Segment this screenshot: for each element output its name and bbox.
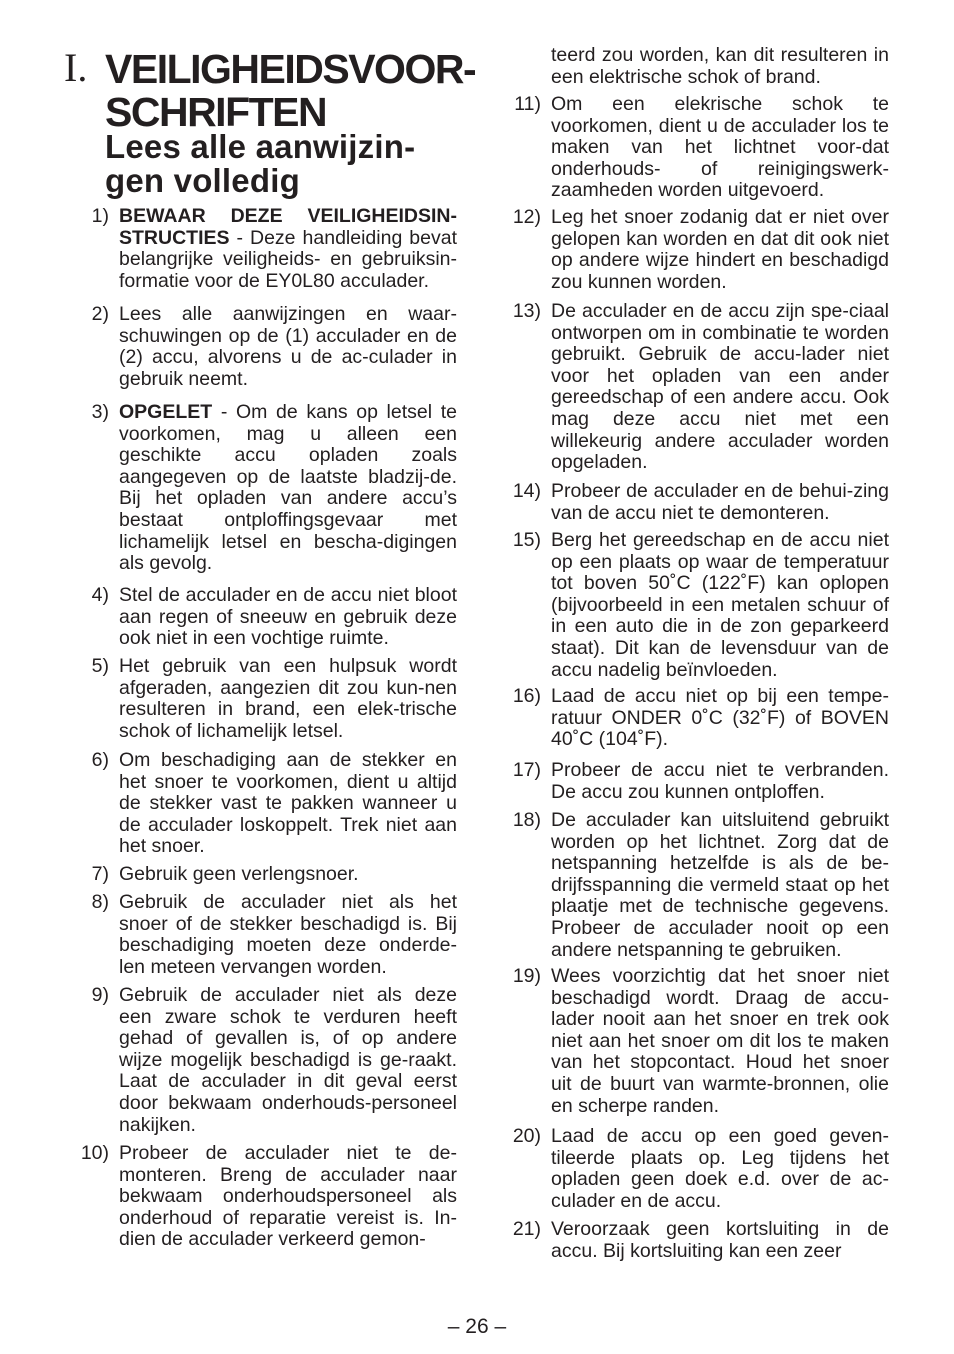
list-item (512, 206, 889, 293)
list-item (512, 1125, 889, 1212)
list-item-number: 14) (512, 480, 541, 502)
list-item (512, 1218, 889, 1262)
list-item-text: De acculader en de accu zijn spe-ciaal ontworpen om in combinatie te worden gebruikt. Gebruik de accu-lader niet voor het opladen van een ander gereedschap of een andere accu. Ook mag deze accu niet met een willekeurig andere acculader worden opgeladen. (551, 300, 889, 474)
list-item-text: BEWAAR DEZE VEILIGHEIDSIN-STRUCTIES - Deze handleiding bevat belangrijke veiligheids- en gebruiksin-formatie voor de EY0L80 acculader. (119, 205, 457, 292)
list-item-text: Stel de acculader en de accu niet bloot aan regen of sneeuw en gebruik deze ook niet in een vochtige ruimte. (119, 584, 457, 650)
section-subtitle-line1: Lees alle aanwijzin- (105, 128, 416, 165)
list-item-text: De acculader kan uitsluitend gebruikt worden op het lichtnet. Zorg dat de netspanning hetzelfde is als de be-drijfsspanning die vermeld staat op het plaatje met de technische gegevens. Probeer de acculader nooit op een andere netspanning te gebruiken. (551, 809, 889, 961)
list-item (512, 759, 889, 803)
section-numeral: I. (64, 45, 88, 90)
list-item-number: 17) (512, 759, 541, 781)
list-item-emphasis: OPGELET (119, 401, 213, 423)
list-item (80, 1142, 457, 1251)
list-item-number: 15) (512, 529, 541, 551)
list-item-text: Leg het snoer zodanig dat er niet over gelopen kan worden en dat dit ook niet op andere wijze hindert en beschadigd zou kunnen worden. (551, 206, 889, 293)
list-item-number: 11) (514, 93, 541, 115)
right-continuation: teerd zou worden, kan dit resulteren in een elektrische schok of brand. (551, 44, 889, 88)
list-item-number: 21) (512, 1218, 541, 1240)
list-item-number: 8) (91, 891, 109, 913)
list-item-number: 12) (512, 206, 541, 228)
list-item-text: Lees alle aanwijzingen en waar-schuwingen op de (1) acculader en de (2) accu, alvorens u de ac-culader in gebruik neemt. (119, 303, 457, 390)
list-item-number: 18) (512, 809, 541, 831)
list-item-number: 6) (91, 749, 109, 771)
list-item-text: Laad de accu op een goed geven-tileerde plaats op. Leg tijdens het opladen geen doek e.d. over de ac-culader en de accu. (551, 1125, 889, 1212)
list-item-number: 7) (91, 863, 109, 885)
list-item-text: Berg het gereedschap en de accu niet op een plaats op waar de temperatuur tot boven 50˚C (122˚F) kan oplopen (bijvoorbeeld in een metalen schuur of in een auto die in de zon geparkeerd staat). Dit kan de levensduur van de accu nadelig beïnvloeden. (551, 529, 889, 681)
list-item (512, 965, 889, 1117)
section-subtitle-line2: gen volledig (105, 162, 300, 199)
list-item-text: Gebruik geen verlengsnoer. (119, 863, 359, 885)
list-item-number: 20) (512, 1125, 541, 1147)
list-item-text: Wees voorzichtig dat het snoer niet beschadigd wordt. Draag de accu-lader nooit aan het snoer en trek ook niet aan het snoer om dit los te maken van het stopcontact. Houd het snoer uit de buurt van warmte-bronnen, olie en scherpe randen. (551, 965, 889, 1117)
list-item-text: Gebruik de acculader niet als het snoer of de stekker beschadigd is. Bij beschadiging moeten deze onderde-len meteen vervangen worden. (119, 891, 457, 978)
list-item-emphasis: BEWAAR DEZE VEILIGHEIDSIN-STRUCTIES (119, 205, 457, 249)
list-item-number: 2) (91, 303, 109, 325)
list-item-number: 16) (512, 685, 541, 707)
list-item-text: Het gebruik van een hulpsuk wordt afgeraden, aangezien dit zou kun-nen resulteren in brand, een elek-trische schok of lichamelijk letsel. (119, 655, 457, 742)
list-item (91, 303, 457, 390)
section-title-line2: SCHRIFTEN (105, 89, 327, 135)
list-item-text: Probeer de acculader en de behui-zing van de accu niet te demonteren. (551, 480, 889, 524)
list-item-number: 1) (91, 205, 109, 227)
list-item (91, 891, 457, 978)
list-item (512, 685, 889, 751)
list-item (91, 401, 457, 575)
list-item-number: 13) (512, 300, 541, 322)
list-item-text: Probeer de accu niet te verbranden. De accu zou kunnen ontploffen. (551, 759, 889, 803)
list-item-text: Gebruik de acculader niet als deze een zware schok te verduren heeft gehad of gevallen is, of op andere wijze mogelijk beschadigd is ge-raakt. Laat de acculader in dit geval eerst door bekwaam onderhouds-personeel nakijken. (119, 984, 457, 1136)
list-item-text: OPGELET - Om de kans op letsel te voorkomen, mag u alleen een geschikte accu opladen zoals aangegeven op de laatste bladzij-de. Bij het opladen van andere accu’s bestaat ontploffingsgevaar met lichamelijk letsel en bescha-digingen als gevolg. (119, 401, 457, 575)
list-item (91, 749, 457, 858)
list-item (91, 863, 457, 886)
list-item-number: 19) (512, 965, 541, 987)
section-title (105, 48, 475, 134)
list-item-text: Om beschadiging aan de stekker en het snoer te voorkomen, dient u altijd de stekker vast te pakken wanneer u de acculader loskoppelt. Trek niet aan het snoer. (119, 749, 457, 858)
list-item (91, 655, 457, 742)
section-title-line1: VEILIGHEIDSVOOR- (105, 46, 476, 92)
list-item (514, 93, 889, 202)
section-subtitle (105, 130, 415, 198)
list-item (91, 984, 457, 1136)
list-item-text: Probeer de acculader niet te de-monteren. Breng de acculader naar bekwaam onderhoudspersoneel als onderhoud of reparatie vereist is. In-dien de acculader verkeerd gemon- (119, 1142, 457, 1251)
list-item-number: 9) (91, 984, 109, 1006)
list-item-number: 3) (91, 401, 109, 423)
list-item-number: 4) (91, 584, 109, 606)
list-item (512, 809, 889, 961)
list-item (91, 584, 457, 650)
list-item (512, 529, 889, 681)
list-item (91, 205, 457, 292)
list-item (512, 300, 889, 474)
list-item-text: Veroorzaak geen kortsluiting in de accu. Bij kortsluiting kan een zeer (551, 1218, 889, 1262)
list-item-text: Laad de accu niet op bij een tempe-ratuur ONDER 0˚C (32˚F) of BOVEN 40˚C (104˚F). (551, 685, 889, 751)
list-item-number: 5) (91, 655, 109, 677)
list-item-number: 10) (80, 1142, 109, 1164)
page-number: – 26 – (447, 1315, 507, 1338)
list-item-text: Om een elekrische schok te voorkomen, dient u de acculader los te maken van het lichtnet voor-dat onderhouds- of reinigingswerk-zaamheden worden uitgevoerd. (551, 93, 889, 202)
list-item (512, 480, 889, 524)
